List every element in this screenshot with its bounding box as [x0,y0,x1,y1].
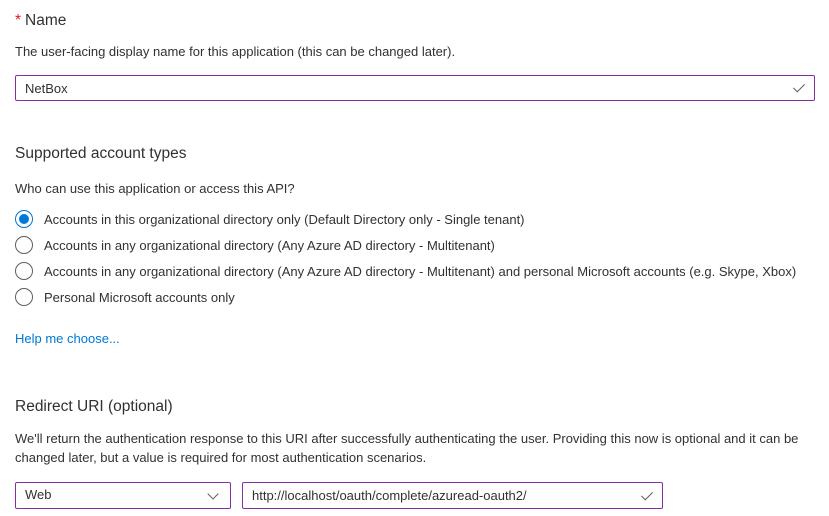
name-input-container [15,75,815,101]
name-input[interactable] [15,75,815,101]
radio-option-single-tenant[interactable] [15,206,815,232]
radio-option-multitenant[interactable] [15,232,815,258]
radio-icon[interactable] [15,236,33,254]
radio-option-multitenant-personal[interactable] [15,258,815,284]
redirect-uri-platform-select[interactable] [15,482,231,509]
redirect-uri-section [15,397,815,509]
redirect-uri-title: Redirect URI (optional) [15,398,173,415]
name-section-title [15,11,815,31]
account-types-question: Who can use this application or access this API? [15,181,295,196]
radio-option-personal-only[interactable] [15,284,815,310]
redirect-uri-input[interactable] [242,482,663,509]
radio-option-label[interactable]: Accounts in any organizational directory (Any Azure AD directory - Multitenant) and personal Microsoft accounts (e.g. Skype, Xbox) [44,263,797,279]
redirect-uri-input-container [242,482,663,509]
radio-icon[interactable] [15,262,33,280]
radio-option-label[interactable]: Accounts in this organizational directory only (Default Directory only - Single tenant) [44,211,525,227]
platform-select-value: Web [25,487,52,502]
radio-icon[interactable] [15,210,33,228]
redirect-uri-description: We'll return the authentication response to this URI after successfully authenticating the user. Providing this now is optional and it can be changed later, but a value is required for most authentication scenarios. [15,431,799,465]
radio-option-label[interactable]: Accounts in any organizational directory (Any Azure AD directory - Multitenant) [44,237,495,253]
name-description: The user-facing display name for this application (this can be changed later). [15,44,456,59]
account-types-title: Supported account types [15,145,187,162]
redirect-uri-row [15,482,815,509]
radio-icon[interactable] [15,288,33,306]
help-me-choose-link[interactable]: Help me choose... [15,331,120,346]
account-types-radio-group [15,206,815,310]
required-asterisk: * [15,12,22,29]
radio-option-label[interactable]: Personal Microsoft accounts only [44,289,235,305]
name-section-title-text: Name [25,12,67,29]
account-types-section [15,144,815,348]
